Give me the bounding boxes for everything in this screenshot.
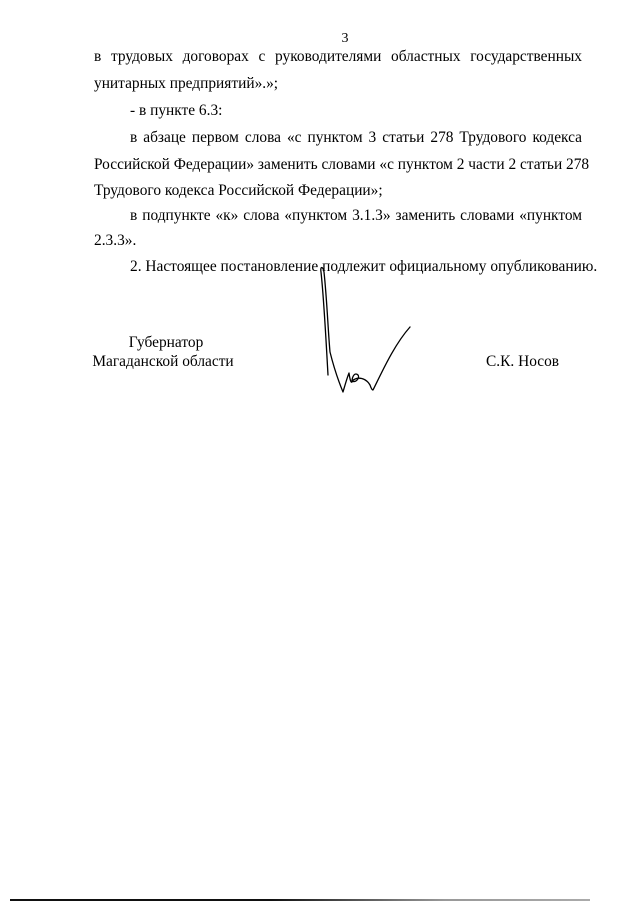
- paragraph-line: Трудового кодекса Российской Федерации»;: [94, 182, 383, 199]
- paragraph-line: 2. Настоящее постановление подлежит официальному опубликованию.: [130, 258, 598, 275]
- paragraph-line: 2.3.3».: [94, 232, 137, 249]
- paragraph-line: в абзаце первом слова «с пунктом 3 статьи 278 Трудового кодекса: [130, 129, 582, 146]
- page-number: 3: [341, 31, 349, 46]
- paragraph-line: в трудовых договорах с руководителями областных государственных: [94, 48, 582, 65]
- paragraph-line: - в пункте 6.3:: [130, 102, 223, 119]
- signatory-name: С.К. Носов: [486, 353, 560, 370]
- signatory-title-line2: Магаданской области: [92, 353, 234, 370]
- paragraph-line: унитарных предприятий».»;: [94, 75, 279, 92]
- footer-rule: [10, 899, 590, 901]
- signatory-title-line1: Губернатор: [128, 334, 204, 351]
- paragraph-line: в подпункте «к» слова «пунктом 3.1.3» заменить словами «пунктом: [130, 207, 582, 224]
- signatory-title: [92, 333, 236, 371]
- paragraph-line: Российской Федерации» заменить словами «с пунктом 2 части 2 статьи 278: [94, 156, 590, 173]
